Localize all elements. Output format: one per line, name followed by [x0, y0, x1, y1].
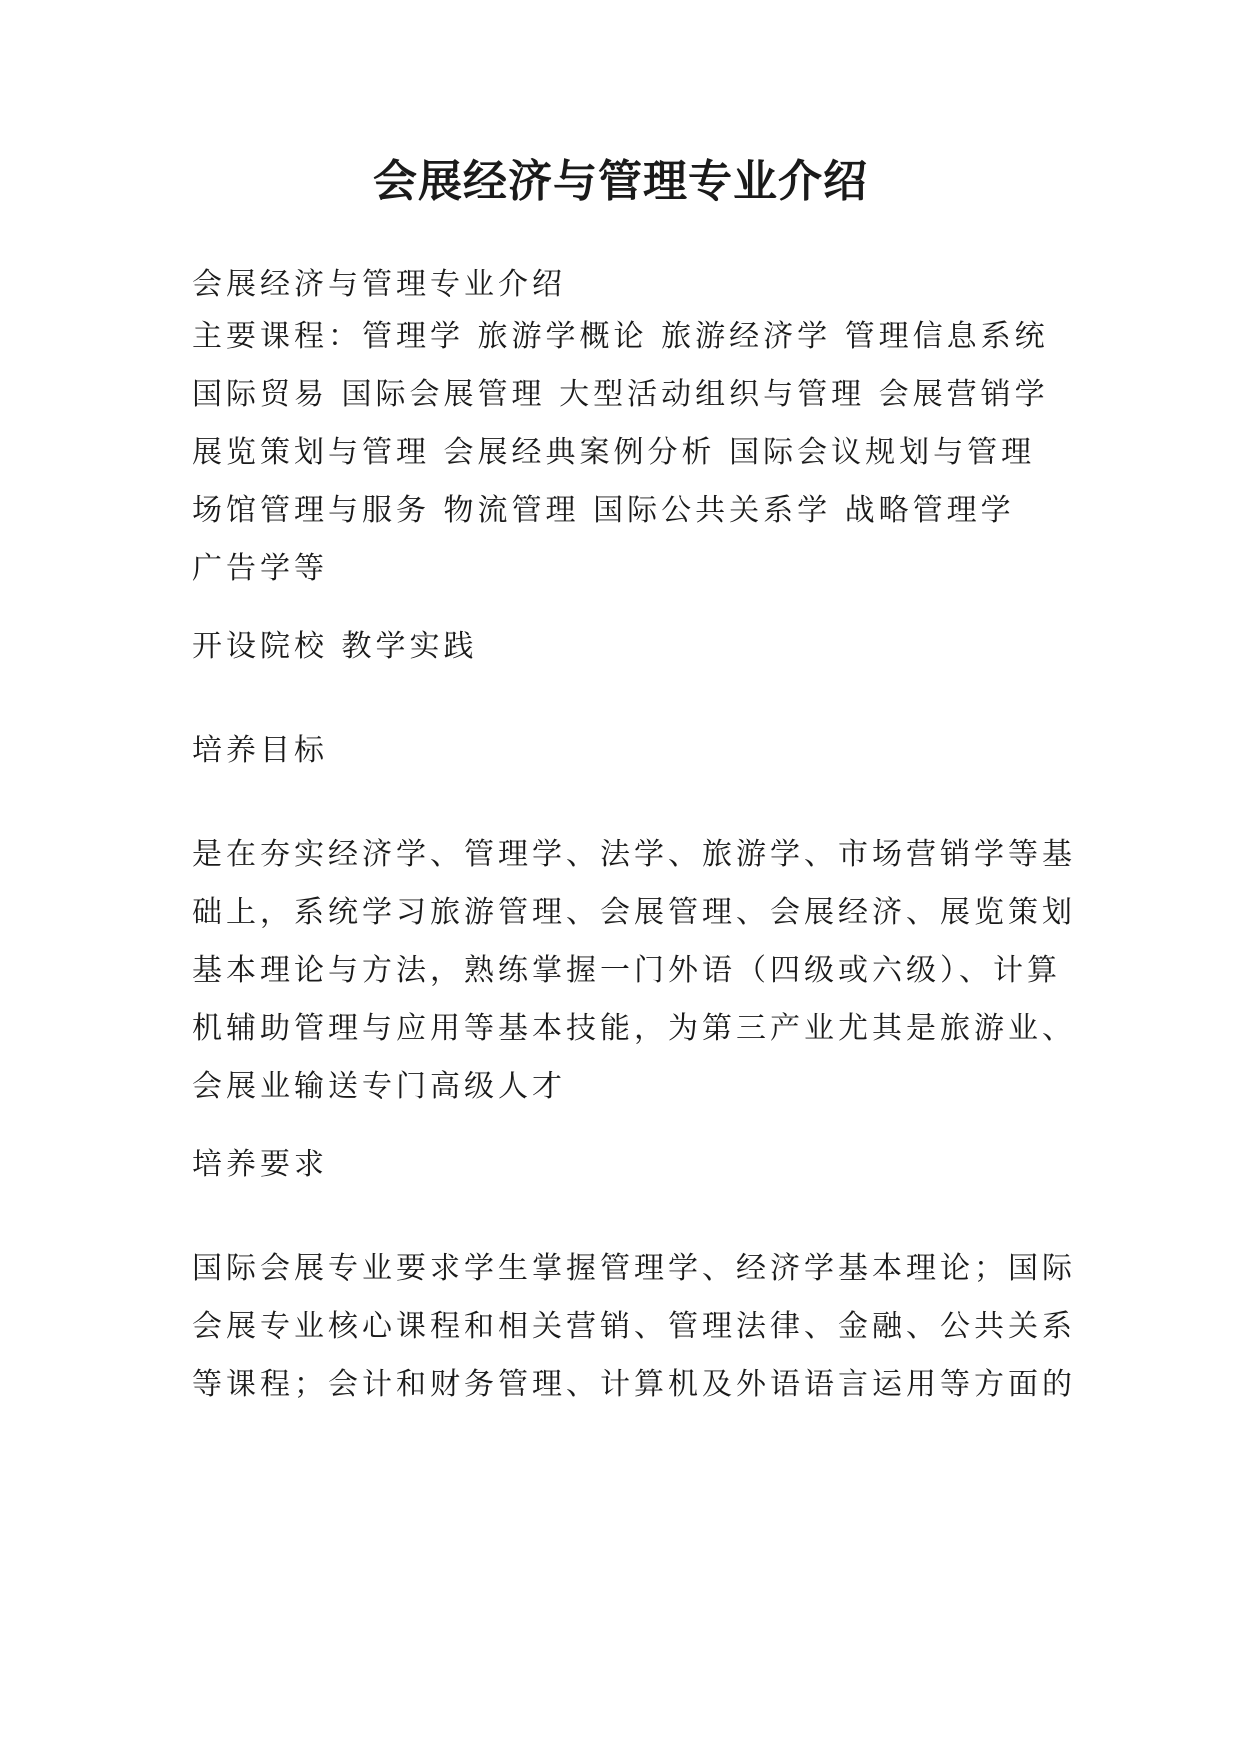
- courses-line: 国际贸易 国际会展管理 大型活动组织与管理 会展营销学: [192, 377, 1049, 412]
- requirements-line: 会展专业核心课程和相关营销、管理法律、金融、公共关系: [192, 1309, 1076, 1344]
- courses-line: 主要课程：管理学 旅游学概论 旅游经济学 管理信息系统: [192, 319, 1049, 354]
- courses-paragraph: [192, 308, 1072, 598]
- requirements-paragraph: [192, 1240, 1076, 1414]
- requirements-line: 等课程；会计和财务管理、计算机及外语语言运用等方面的: [192, 1367, 1076, 1402]
- requirements-line: 国际会展专业要求学生掌握管理学、经济学基本理论；国际: [192, 1251, 1076, 1286]
- goals-line: 会展业输送专门高级人才: [192, 1069, 566, 1104]
- courses-line: 展览策划与管理 会展经典案例分析 国际会议规划与管理: [192, 435, 1036, 470]
- requirements-heading: 培养要求: [192, 1147, 328, 1182]
- subtitle: 会展经济与管理专业介绍: [192, 267, 566, 302]
- goals-line: 基本理论与方法，熟练掌握一门外语（四级或六级）、计算: [192, 953, 1061, 988]
- document-title: 会展经济与管理专业介绍: [373, 156, 868, 207]
- goals-line: 是在夯实经济学、管理学、法学、旅游学、市场营销学等基: [192, 837, 1076, 872]
- schools-practice-heading: 开设院校 教学实践: [192, 629, 478, 664]
- goals-line: 础上，系统学习旅游管理、会展管理、会展经济、展览策划: [192, 895, 1076, 930]
- goals-line: 机辅助管理与应用等基本技能，为第三产业尤其是旅游业、: [192, 1011, 1076, 1046]
- courses-line: 广告学等: [192, 551, 328, 586]
- courses-line: 场馆管理与服务 物流管理 国际公共关系学 战略管理学: [192, 493, 1015, 528]
- goals-heading: 培养目标: [192, 733, 328, 768]
- goals-paragraph: [192, 826, 1076, 1116]
